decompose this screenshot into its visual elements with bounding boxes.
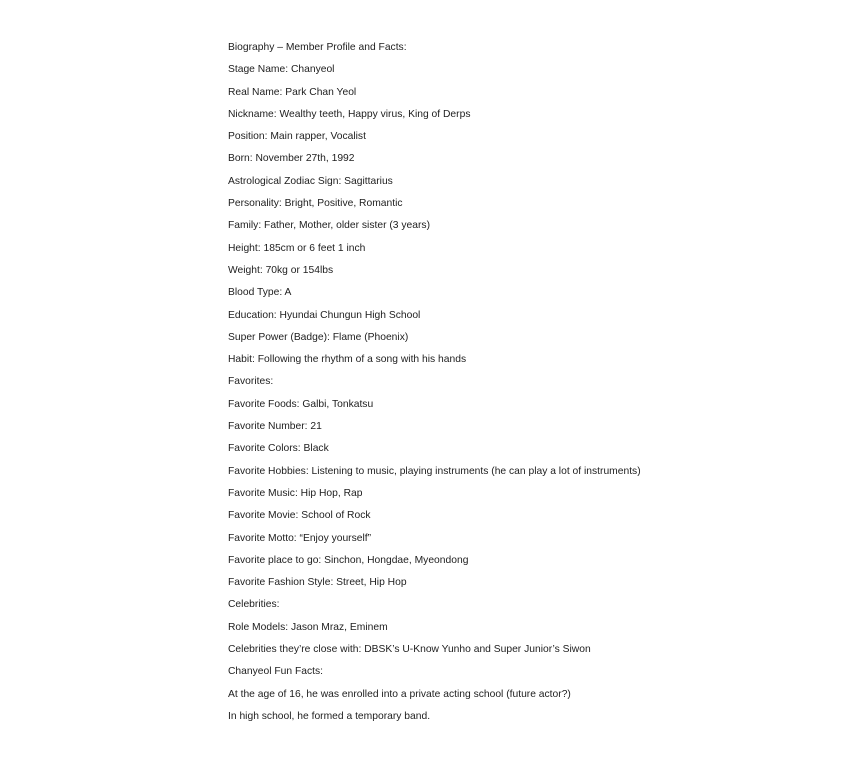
fact-habit: Habit: Following the rhythm of a song with his hands [228,354,467,366]
profile-document [228,37,838,728]
fact-favorite-fashion-style: Favorite Fashion Style: Street, Hip Hop [228,577,407,589]
fact-favorite-music: Favorite Music: Hip Hop, Rap [228,487,363,499]
fact-stage-name: Stage Name: Chanyeol [228,64,335,76]
fact-blood-type: Blood Type: A [228,287,292,299]
fact-education: Education: Hyundai Chungun High School [228,309,421,321]
section-heading-celebrities: Celebrities: [228,599,280,611]
fact-favorite-colors: Favorite Colors: Black [228,443,329,455]
fact-height: Height: 185cm or 6 feet 1 inch [228,242,366,254]
fact-favorite-place: Favorite place to go: Sinchon, Hongdae, Myeondong [228,554,469,566]
fact-super-power: Super Power (Badge): Flame (Phoenix) [228,331,409,343]
fact-real-name: Real Name: Park Chan Yeol [228,86,357,98]
fact-favorite-motto: Favorite Motto: “Enjoy yourself” [228,532,372,544]
section-heading-fun-facts: Chanyeol Fun Facts: [228,666,324,678]
fact-nickname: Nickname: Wealthy teeth, Happy virus, King of Derps [228,108,471,120]
fact-favorite-number: Favorite Number: 21 [228,421,322,433]
fact-favorite-movie: Favorite Movie: School of Rock [228,510,371,522]
fact-born: Born: November 27th, 1992 [228,153,355,165]
fact-role-models: Role Models: Jason Mraz, Eminem [228,621,388,633]
fact-close-celebrities: Celebrities they’re close with: DBSK’s U-Know Yunho and Super Junior’s Siwon [228,644,591,656]
fun-fact-acting-school: At the age of 16, he was enrolled into a private acting school (future actor?) [228,688,571,700]
fact-position: Position: Main rapper, Vocalist [228,131,366,143]
section-heading-favorites: Favorites: [228,376,274,388]
fact-personality: Personality: Bright, Positive, Romantic [228,198,403,210]
section-heading-biography: Biography – Member Profile and Facts: [228,42,407,53]
fact-family: Family: Father, Mother, older sister (3 years) [228,220,430,232]
fact-weight: Weight: 70kg or 154lbs [228,264,334,276]
fact-favorite-hobbies: Favorite Hobbies: Listening to music, playing instruments (he can play a lot of instruments) [228,465,641,477]
fact-favorite-foods: Favorite Foods: Galbi, Tonkatsu [228,398,374,410]
fun-fact-band: In high school, he formed a temporary band. [228,710,431,722]
fact-zodiac-sign: Astrological Zodiac Sign: Sagittarius [228,175,393,187]
